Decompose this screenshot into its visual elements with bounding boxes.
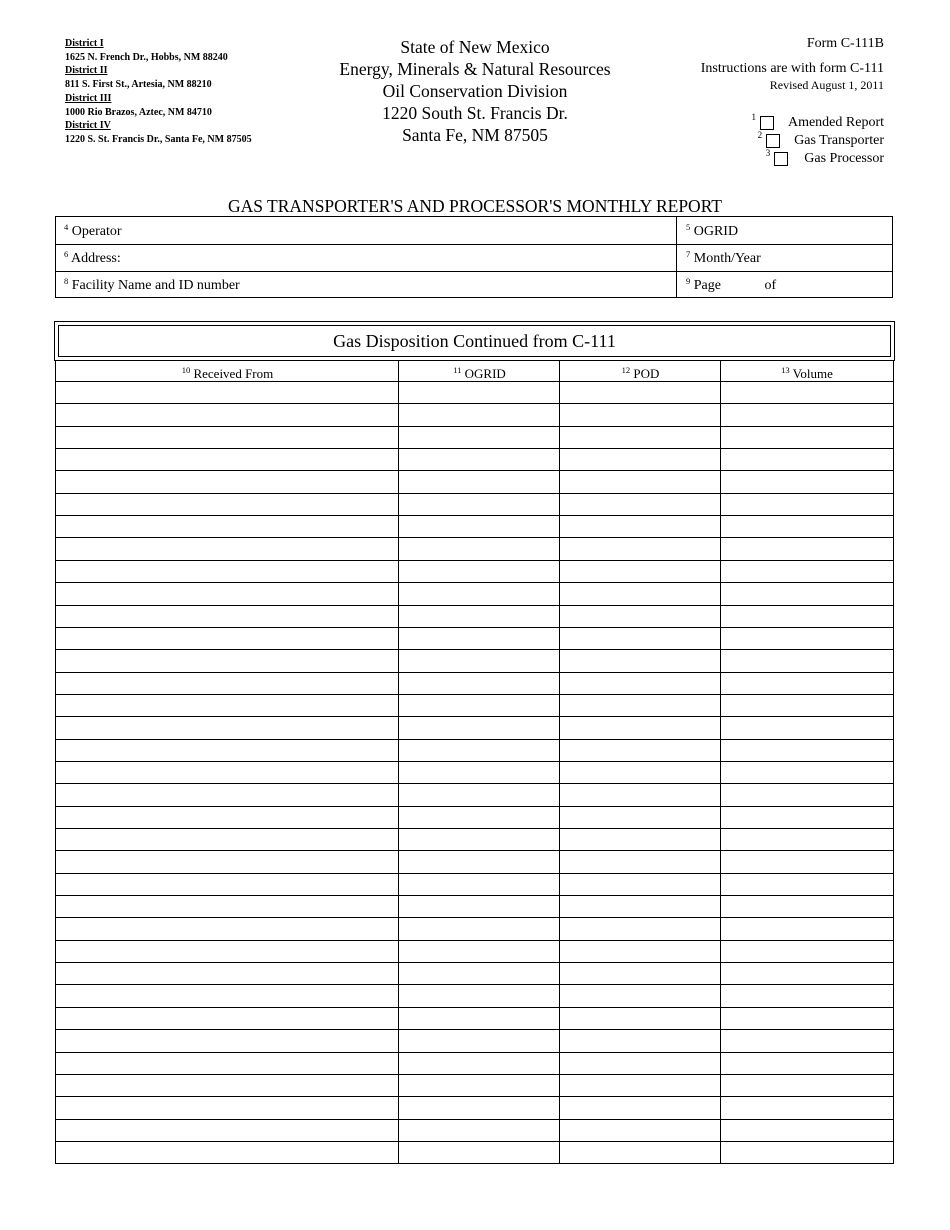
table-row[interactable] [56,582,893,583]
column-volume-label: Volume [792,367,833,381]
column-pod-number: 12 [621,367,631,375]
amended-report-option[interactable] [751,112,884,131]
column-divider [559,361,560,1163]
disposition-table [55,361,894,1164]
report-info-table [55,216,893,298]
table-row[interactable] [56,1119,893,1120]
month-year-field[interactable] [678,244,892,271]
address-field[interactable] [56,244,677,271]
column-volume-number: 13 [781,367,790,375]
table-row[interactable] [56,649,893,650]
table-row[interactable] [56,917,893,918]
amended-report-checkbox[interactable] [760,116,774,130]
form-instructions: Instructions are with form C-111 [700,61,884,76]
gas-transporter-option[interactable] [757,130,884,149]
table-row[interactable] [56,694,893,695]
district-4-address: 1220 S. St. Francis Dr., Santa Fe, NM 87505 [65,133,252,145]
gas-transporter-checkbox[interactable] [766,134,780,148]
disposition-header-box [54,321,895,361]
info-row-operator [56,217,892,245]
column-header-pod [560,367,721,381]
table-row[interactable] [56,739,893,740]
page-label: Page [693,278,721,293]
district-address-list [65,37,252,147]
table-row[interactable] [56,627,893,628]
table-row[interactable] [56,672,893,673]
ogrid-field[interactable] [678,217,892,244]
facility-field[interactable] [56,271,677,297]
table-row[interactable] [56,828,893,829]
table-row[interactable] [56,716,893,717]
form-code: Form C-111B [806,36,884,51]
address-number: 6 [64,249,69,259]
received-from-number: 10 [181,367,191,375]
info-row-address [56,244,892,272]
facility-label: Facility Name and ID number [71,278,240,293]
agency-street: 1220 South St. Francis Dr. [382,103,568,123]
ogrid-number: 5 [686,222,691,232]
received-from-label: Received From [193,367,274,381]
gas-processor-number: 3 [765,148,771,158]
column-divider [720,361,721,1163]
form-revised-date: Revised August 1, 2011 [769,78,884,92]
table-row[interactable] [56,940,893,941]
gas-processor-option[interactable] [765,148,884,167]
table-row[interactable] [56,895,893,896]
page-number: 9 [686,276,691,286]
table-row[interactable] [56,448,893,449]
table-row[interactable] [56,403,893,404]
column-header-received-from [56,367,399,381]
info-row-facility [56,271,892,297]
table-row[interactable] [56,493,893,494]
gas-transporter-number: 2 [757,130,763,140]
table-row[interactable] [56,426,893,427]
district-1-address: 1625 N. French Dr., Hobbs, NM 88240 [65,51,228,63]
month-year-label: Month/Year [693,251,761,266]
table-row[interactable] [56,873,893,874]
table-row[interactable] [56,560,893,561]
disposition-title: Gas Disposition Continued from C-111 [58,325,891,357]
column-divider [398,361,399,1163]
table-row[interactable] [56,761,893,762]
district-2-address: 811 S. First St., Artesia, NM 88210 [65,79,212,91]
agency-division: Oil Conservation Division [382,81,568,101]
column-header-volume [721,367,893,381]
ogrid-label: OGRID [693,224,739,239]
column-ogrid-number: 11 [453,367,462,375]
facility-number: 8 [64,276,69,286]
table-row[interactable] [56,783,893,784]
table-row[interactable] [56,806,893,807]
gas-processor-label: Gas Processor [804,151,884,166]
table-row[interactable] [56,1074,893,1075]
page-of-label: of [764,278,777,293]
report-title: GAS TRANSPORTER'S AND PROCESSOR'S MONTHLY REPORT [227,196,723,216]
district-4-name: District IV [65,120,111,132]
table-row[interactable] [56,1141,893,1142]
agency-department: Energy, Minerals & Natural Resources [339,59,611,79]
table-row[interactable] [56,515,893,516]
gas-processor-checkbox[interactable] [774,152,788,166]
table-row[interactable] [56,962,893,963]
address-label: Address: [70,251,121,266]
agency-header [300,36,650,146]
amended-report-number: 1 [751,112,756,122]
agency-city: Santa Fe, NM 87505 [402,125,548,145]
table-row[interactable] [56,605,893,606]
district-1-name: District I [65,38,104,49]
agency-state: State of New Mexico [400,37,550,57]
table-row[interactable] [56,984,893,985]
district-3-address: 1000 Rio Brazos, Aztec, NM 84710 [65,106,212,118]
page-field[interactable] [678,271,892,297]
table-row[interactable] [56,1052,893,1053]
district-3-name: District III [65,92,112,104]
table-row[interactable] [56,537,893,538]
column-pod-label: POD [633,367,660,381]
month-year-number: 7 [686,249,691,259]
gas-transporter-label: Gas Transporter [794,133,884,148]
table-row[interactable] [56,381,893,382]
table-row[interactable] [56,470,893,471]
column-ogrid-label: OGRID [464,367,506,381]
amended-report-label: Amended Report [787,115,884,130]
table-row[interactable] [56,1007,893,1008]
operator-number: 4 [64,222,69,232]
table-row[interactable] [56,1096,893,1097]
table-row[interactable] [56,850,893,851]
operator-label: Operator [71,224,122,239]
operator-field[interactable] [56,217,677,244]
district-2-name: District II [65,65,108,77]
table-row[interactable] [56,1029,893,1030]
column-header-ogrid [399,367,560,381]
